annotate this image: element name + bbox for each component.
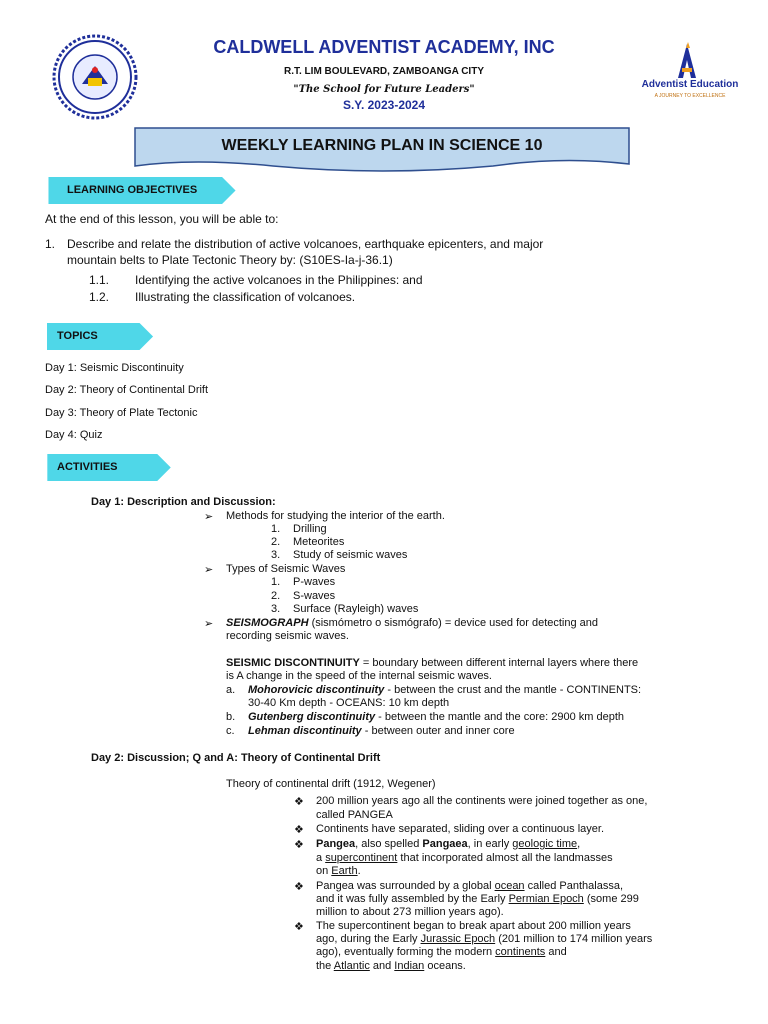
- pangea-point2: Continents have separated, sliding over a continuous layer.: [316, 823, 605, 835]
- pangea-t4: a: [316, 852, 326, 864]
- pangea-t16: the: [316, 960, 334, 972]
- pangea-t3: ,: [577, 838, 581, 850]
- topic-day4: Day 4: Quiz: [45, 429, 103, 441]
- topics-label: TOPICS: [57, 330, 98, 342]
- moho-line1: [248, 684, 641, 696]
- continents-link[interactable]: continents: [495, 946, 546, 958]
- arrow-bullet-2: ➢: [204, 564, 214, 576]
- method-num-3: 3.: [271, 549, 281, 561]
- seismograph-term: SEISMOGRAPH: [226, 617, 309, 629]
- page-title: WEEKLY LEARNING PLAN IN SCIENCE 10: [221, 137, 543, 154]
- pangea-t14: ago), eventually forming the modern: [316, 946, 496, 958]
- pangea-t17: and: [369, 960, 395, 972]
- pangea-point5-line1: The supercontinent began to break apart about 200 million years: [316, 920, 631, 932]
- arrow-bullet-1: ➢: [204, 511, 214, 523]
- wave-num-3: 3.: [271, 603, 281, 615]
- diamond-bullet-1: ❖: [294, 796, 304, 808]
- atlantic-link[interactable]: Atlantic: [333, 960, 370, 972]
- lehman-line: [248, 725, 515, 737]
- topic-day1: Day 1: Seismic Discontinuity: [45, 362, 184, 374]
- method-item-2: Meteorites: [293, 536, 345, 548]
- school-motto: "The School for Future Leaders": [293, 84, 475, 95]
- gutenberg-line: [248, 711, 624, 723]
- pangea-t11: (some 299: [583, 893, 639, 905]
- list-letter-a: a.: [226, 684, 236, 696]
- pangea-t2: , in early: [467, 838, 513, 850]
- diamond-bullet-2: ❖: [294, 824, 304, 836]
- school-name: CALDWELL ADVENTIST ACADEMY, INC: [213, 37, 555, 57]
- lehman-term: Lehman discontinuity: [248, 725, 362, 737]
- pangea-t10: and it was fully assembled by the Early: [316, 893, 509, 905]
- pangea-point1-line2: called PANGEA: [316, 809, 393, 821]
- methods-bullet: Methods for studying the interior of the earth.: [226, 510, 445, 522]
- discontinuity-def: = boundary between different internal layers where there: [359, 657, 639, 669]
- method-item-3: Study of seismic waves: [293, 549, 408, 561]
- pangea-point5-line2: [316, 933, 652, 945]
- arrow-bullet-3: ➢: [204, 618, 214, 630]
- objective-1-1-number: 1.1.: [89, 273, 110, 287]
- pangea-t5: that incorporated almost all the landmasses: [397, 852, 613, 864]
- pangea-point3-line3: [316, 865, 361, 877]
- geologic-time-link[interactable]: geologic time: [512, 838, 578, 850]
- objective-1-line2: mountain belts to Plate Tectonic Theory by: (S10ES-Ia-j-36.1): [67, 253, 393, 267]
- pangea-t6: on: [316, 865, 332, 877]
- continental-drift-title: Theory of continental drift (1912, Wegener): [226, 778, 436, 790]
- pangea-term: Pangea: [316, 838, 356, 850]
- pangea-t13: (201 million to 174 million years: [495, 933, 653, 945]
- pangea-point5-line4: [316, 960, 466, 972]
- seismograph-line2: recording seismic waves.: [226, 630, 349, 642]
- ocean-link[interactable]: ocean: [494, 880, 525, 892]
- list-letter-c: c.: [226, 725, 235, 737]
- discontinuity-term: SEISMIC DISCONTINUITY: [226, 657, 360, 669]
- topic-day2: Day 2: Theory of Continental Drift: [45, 384, 209, 396]
- objective-1-2-number: 1.2.: [89, 290, 110, 304]
- pangea-t18: oceans.: [424, 960, 466, 972]
- pangea-point1-line1: 200 million years ago all the continents were joined together as one,: [316, 795, 648, 807]
- gutenberg-def: - between the mantle and the core: 2900 km depth: [375, 711, 625, 723]
- permian-epoch-link[interactable]: Permian Epoch: [508, 893, 584, 905]
- wave-item-1: P-waves: [293, 576, 336, 588]
- pangea-point4-line2: [316, 893, 639, 905]
- wave-item-2: S-waves: [293, 590, 336, 602]
- right-logo-text: Adventist Education: [641, 79, 739, 90]
- supercontinent-link[interactable]: supercontinent: [325, 852, 398, 864]
- jurassic-epoch-link[interactable]: Jurassic Epoch: [420, 933, 496, 945]
- method-item-1: Drilling: [293, 523, 327, 535]
- moho-term: Mohorovicic discontinuity: [248, 684, 385, 696]
- discontinuity-line1: [226, 657, 638, 669]
- pangea-point5-line3: [316, 946, 567, 958]
- pangea-t9: called Panthalassa,: [524, 880, 624, 892]
- discontinuity-line2: is A change in the speed of the internal seismic waves.: [226, 670, 492, 682]
- pangea-t1: , also spelled: [355, 838, 423, 850]
- seismograph-line1: [226, 617, 598, 629]
- topic-day3: Day 3: Theory of Plate Tectonic: [45, 407, 198, 419]
- pangaea-term: Pangaea: [422, 838, 468, 850]
- school-year: S.Y. 2023-2024: [342, 98, 426, 112]
- diamond-bullet-5: ❖: [294, 921, 304, 933]
- method-num-2: 2.: [271, 536, 281, 548]
- day1-header-a: Day 1: [91, 496, 121, 508]
- pangea-point3-line2: [316, 852, 613, 864]
- pangea-point4-line1: [316, 880, 623, 892]
- earth-link[interactable]: Earth: [331, 865, 358, 877]
- pangea-point4-line3: million to about 273 million years ago).: [316, 906, 504, 918]
- objectives-intro: At the end of this lesson, you will be able to:: [45, 212, 279, 226]
- objective-1-1-text: Identifying the active volcanoes in the Philippines: and: [135, 273, 423, 287]
- pangea-t15: and: [545, 946, 567, 958]
- gutenberg-term: Gutenberg discontinuity: [248, 711, 376, 723]
- wave-num-2: 2.: [271, 590, 281, 602]
- moho-def: - between the crust and the mantle - CONTINENTS:: [384, 684, 642, 696]
- wave-item-3: Surface (Rayleigh) waves: [293, 603, 419, 615]
- wave-num-1: 1.: [271, 576, 281, 588]
- activities-label: ACTIVITIES: [57, 461, 118, 473]
- pangea-point3-line1: [316, 838, 580, 850]
- objective-1-line1: Describe and relate the distribution of active volcanoes, earthquake epicenters, and major: [67, 237, 544, 251]
- learning-objectives-label: LEARNING OBJECTIVES: [67, 184, 198, 196]
- diamond-bullet-4: ❖: [294, 881, 304, 893]
- indian-link[interactable]: Indian: [394, 960, 425, 972]
- right-logo-tagline: A JOURNEY TO EXCELLENCE: [654, 93, 726, 99]
- waves-bullet: Types of Seismic Waves: [226, 563, 346, 575]
- lehman-def: - between outer and inner core: [361, 725, 515, 737]
- list-letter-b: b.: [226, 711, 236, 723]
- day1-header: [91, 496, 276, 508]
- objective-1-number: 1.: [45, 237, 56, 251]
- moho-line2: 30-40 Km depth - OCEANS: 10 km depth: [248, 697, 450, 709]
- pangea-t8: Pangea was surrounded by a global: [316, 880, 495, 892]
- pangea-t7: .: [357, 865, 361, 877]
- diamond-bullet-3: ❖: [294, 839, 304, 851]
- method-num-1: 1.: [271, 523, 281, 535]
- school-address: R.T. LIM BOULEVARD, ZAMBOANGA CITY: [284, 66, 484, 77]
- day2-header: Day 2: Discussion; Q and A: Theory of Continental Drift: [91, 752, 381, 764]
- seismograph-def: (sismómetro o sismógrafo) = device used for detecting and: [308, 617, 599, 629]
- pangea-t12: ago, during the Early: [316, 933, 421, 945]
- objective-1-2-text: Illustrating the classification of volcanoes.: [135, 290, 356, 304]
- day1-header-b: : Description and Discussion:: [120, 496, 276, 508]
